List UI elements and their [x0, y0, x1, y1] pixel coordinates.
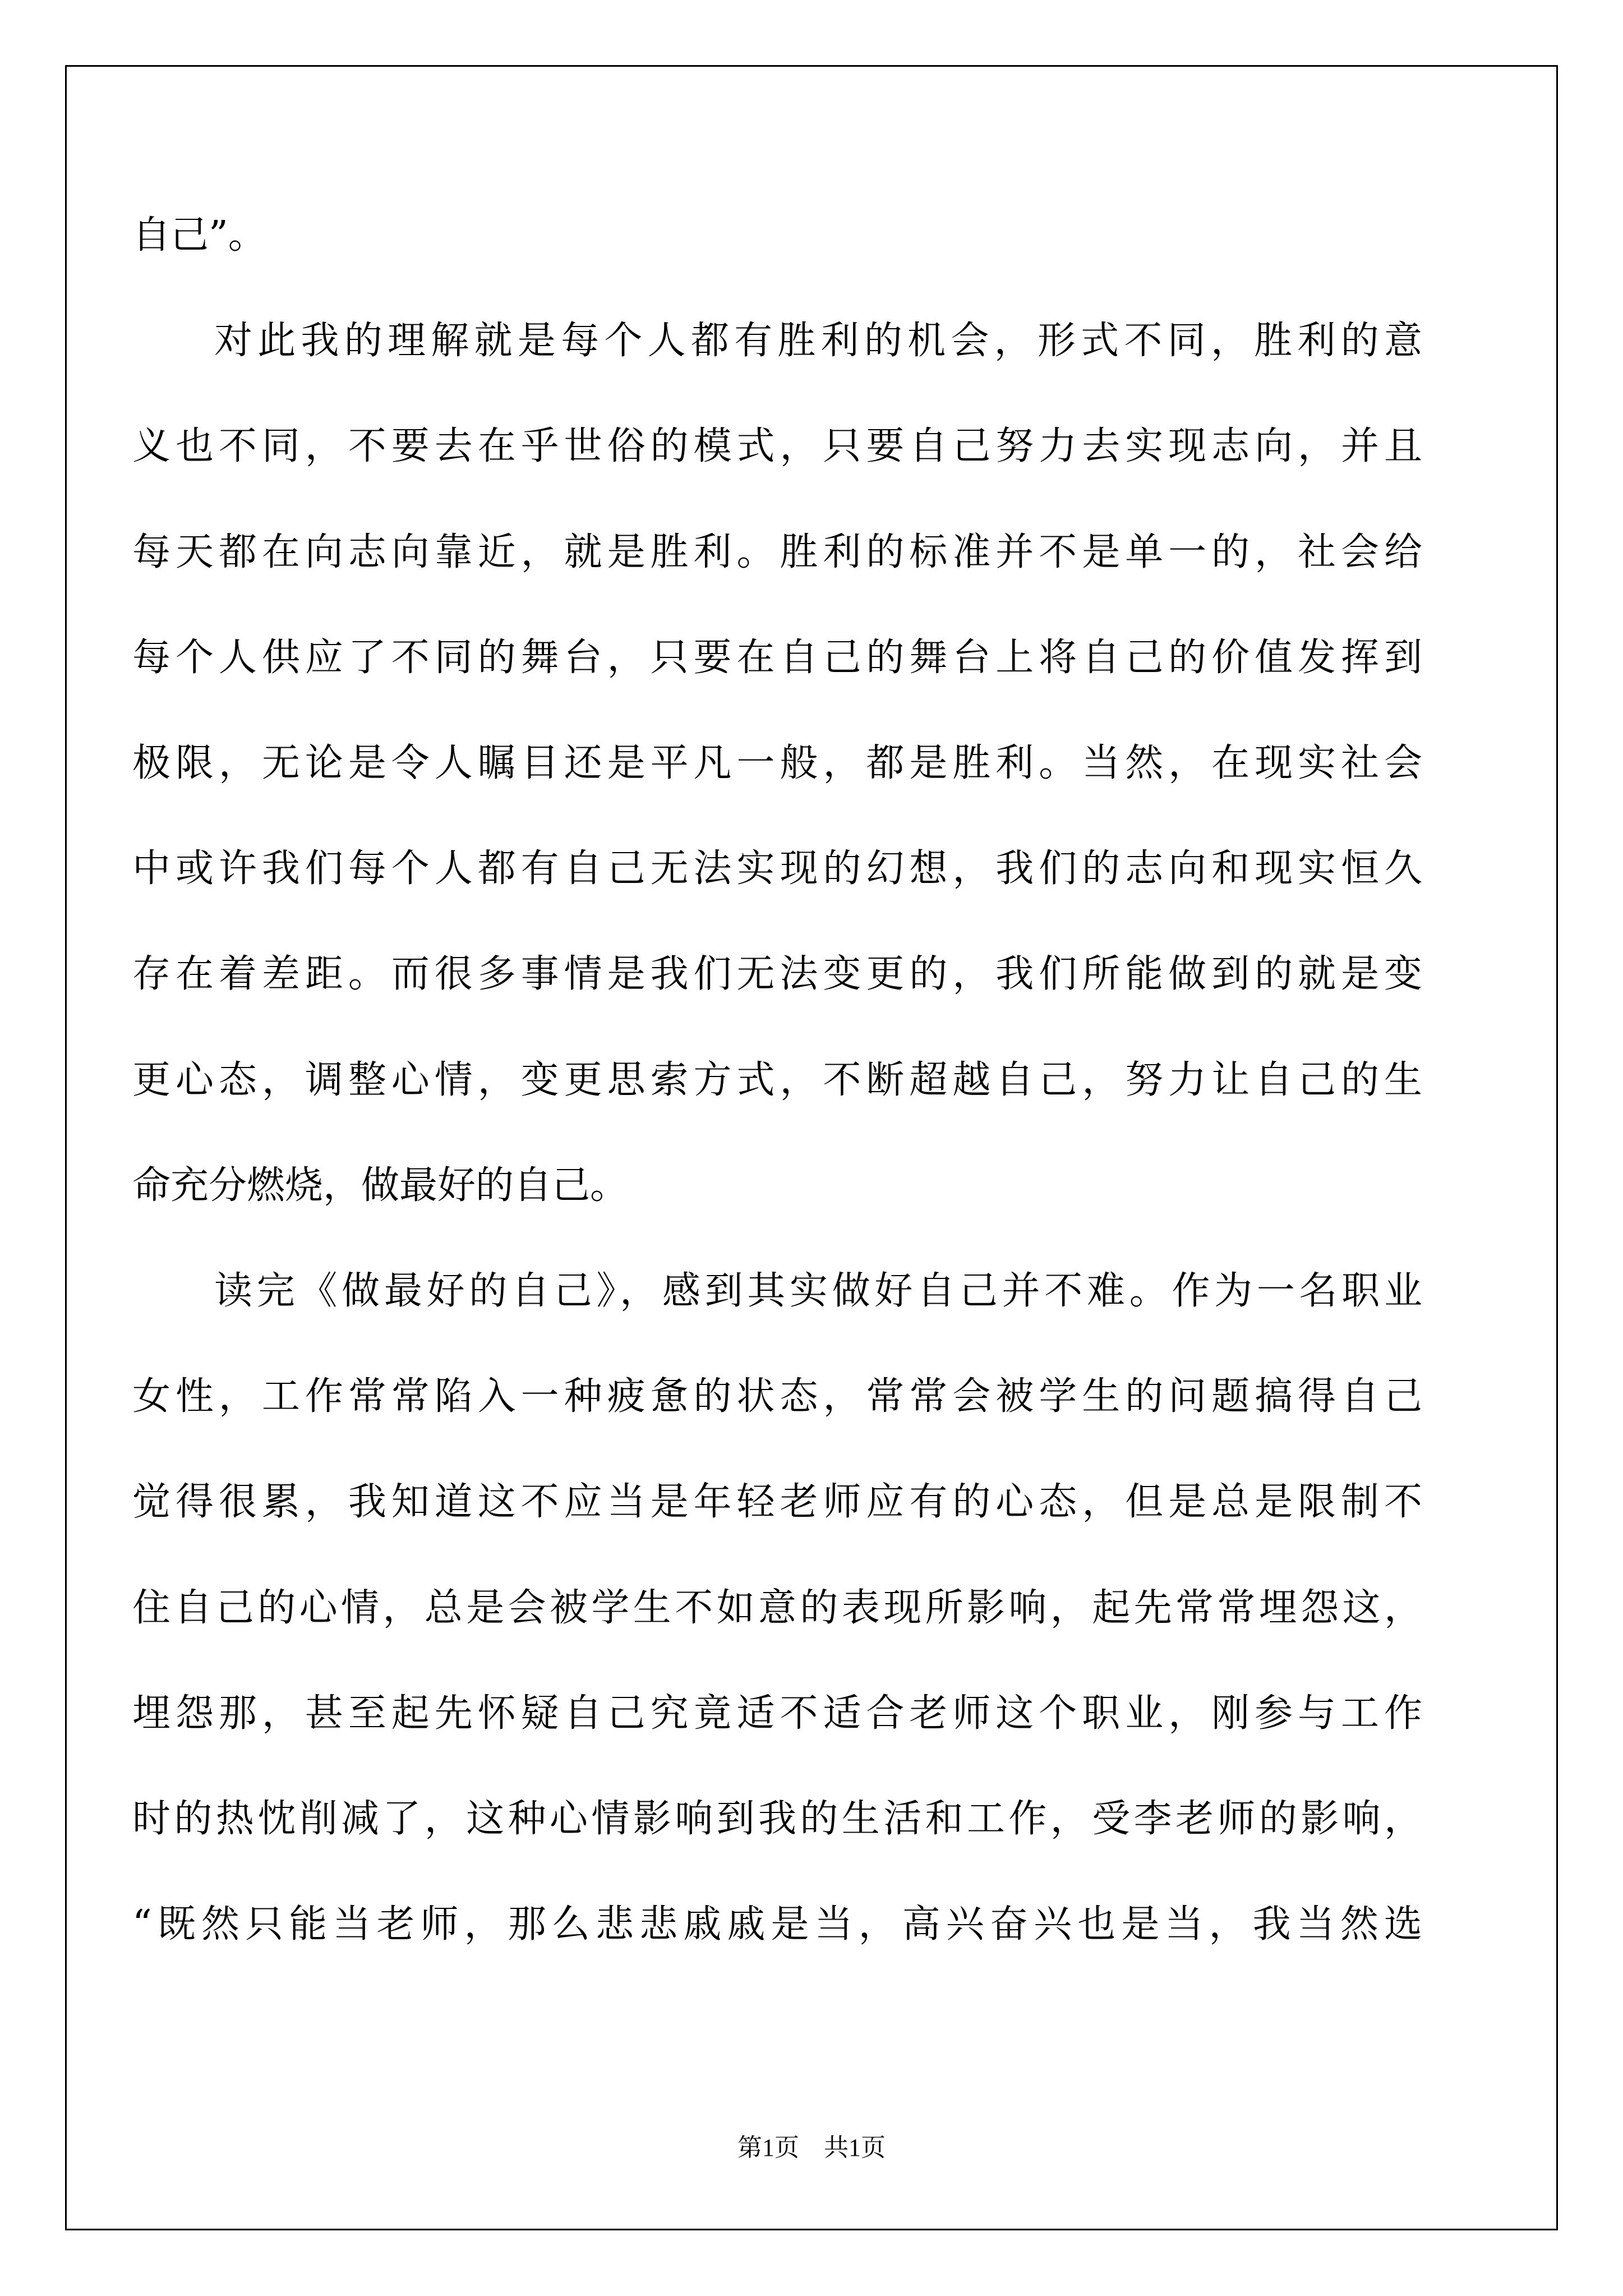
text-line: 觉得很累，我知道这不应当是年轻老师应有的心态，但是总是限制不: [132, 1480, 1422, 1525]
text-line: 时的热忱削减了，这种心情影响到我的生活和工作，受李老师的影响，: [132, 1797, 1422, 1841]
text-line: 每个人供应了不同的舞台，只要在自己的舞台上将自己的价值发挥到: [132, 635, 1422, 680]
text-line: 命充分燃烧，做最好的自己。: [132, 1163, 629, 1208]
text-line: “既然只能当老师，那么悲悲戚戚是当，高兴奋兴也是当，我当然选: [132, 1902, 1422, 1947]
text-line: 极限，无论是令人瞩目还是平凡一般，都是胜利。当然，在现实社会: [132, 741, 1422, 785]
page-footer: 第1页 共1页: [737, 2134, 886, 2161]
text-line: 对此我的理解就是每个人都有胜利的机会，形式不同，胜利的意: [214, 319, 1422, 364]
text-line: 中或许我们每个人都有自己无法实现的幻想，我们的志向和现实恒久: [132, 846, 1422, 891]
text-line: 埋怨那，甚至起先怀疑自己究竟适不适合老师这个职业，刚参与工作: [132, 1691, 1422, 1736]
text-line: 读完《做最好的自己》，感到其实做好自己并不难。作为一名职业: [214, 1269, 1422, 1313]
text-line: 义也不同，不要去在乎世俗的模式，只要自己努力去实现志向，并且: [132, 424, 1422, 469]
text-line: 自己”。: [132, 213, 266, 257]
text-line: 存在着差距。而很多事情是我们无法变更的，我们所能做到的就是变: [132, 952, 1422, 997]
text-line: 住自己的心情，总是会被学生不如意的表现所影响，起先常常埋怨这，: [132, 1585, 1422, 1630]
text-line: 女性，工作常常陷入一种疲惫的状态，常常会被学生的问题搞得自己: [132, 1374, 1422, 1419]
text-line: 更心态，调整心情，变更思索方式，不断超越自己，努力让自己的生: [132, 1057, 1422, 1102]
text-line: 每天都在向志向靠近，就是胜利。胜利的标准并不是单一的，社会给: [132, 530, 1422, 574]
